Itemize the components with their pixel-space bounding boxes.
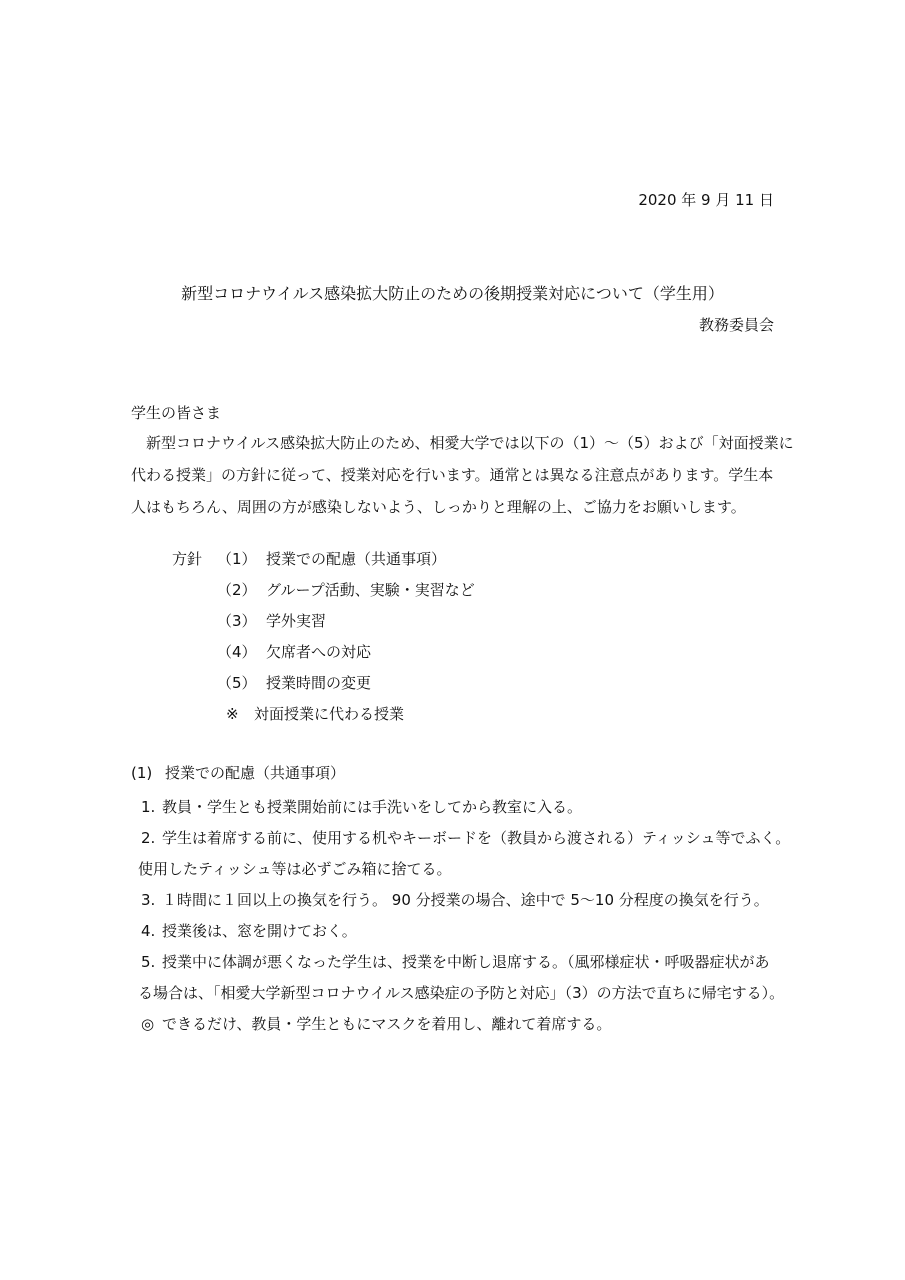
section-title [131, 762, 791, 792]
policy-item-label: グループ活動、実験・実習など [266, 581, 475, 599]
rule-number: 4. [141, 922, 156, 940]
rule-item [131, 823, 791, 885]
policy-item-label: 学外実習 [266, 612, 327, 630]
policy-item-number: （1） [217, 550, 257, 568]
intro-line: 人はもちろん、周囲の方が感染しないよう、しっかりと理解の上、ご協力をお願いします。 [131, 498, 746, 516]
rule-line: る場合は、「相愛大学新型コロナウイルス感染症の予防と対応」（3）の方法で直ちに帰宅する）。 [138, 984, 785, 1002]
policy-item-label: 欠席者への対応 [266, 643, 372, 661]
policy-item-number: （4） [217, 643, 257, 661]
policy-note [131, 703, 781, 734]
issuing-organization: 教務委員会 [698, 316, 774, 334]
salutation: 学生の皆さま [131, 404, 222, 422]
rule-item [131, 1009, 791, 1040]
intro-line: 新型コロナウイルス感染拡大防止のため、相愛大学では以下の（1）～（5）および「対面授業に [146, 434, 794, 452]
policy-item [131, 672, 781, 703]
policy-item-label: 授業時間の変更 [266, 674, 372, 692]
rule-text [138, 947, 791, 1009]
policy-list [131, 548, 781, 734]
rule-line: 授業中に体調が悪くなった学生は、授業を中断し退席する。（風邪様症状・呼吸器症状があ [162, 953, 770, 971]
rule-line: １時間に１回以上の換気を行う。 90 分授業の場合、途中で 5～10 分程度の換気を行う。 [162, 891, 769, 909]
rule-item [131, 947, 791, 1009]
policy-heading: 方針 [172, 550, 203, 568]
policy-item [131, 610, 781, 641]
rule-line: 授業後は、窓を開けておく。 [162, 922, 357, 940]
policy-item [131, 579, 781, 610]
rule-text [162, 792, 791, 823]
policy-note-label: 対面授業に代わる授業 [254, 705, 405, 723]
double-circle-icon: ◎ [141, 1015, 155, 1033]
section-classroom-considerations [131, 762, 791, 1040]
rule-line: 使用したティッシュ等は必ずごみ箱に捨てる。 [138, 860, 452, 878]
policy-item-label: 授業での配慮（共通事項） [266, 550, 447, 568]
policy-item [131, 548, 781, 579]
intro-paragraph [131, 427, 794, 523]
rule-number: 1. [141, 798, 156, 816]
policy-item-number: （2） [217, 581, 257, 599]
reference-mark-icon: ※ [226, 705, 239, 723]
rule-number: 3. [141, 891, 156, 909]
section-title-text: 授業での配慮（共通事項） [165, 764, 346, 782]
rule-number: 2. [141, 829, 156, 847]
rule-line: 学生は着席する前に、使用する机やキーボードを（教員から渡される）ティッシュ等でふく。 [162, 829, 791, 847]
rule-item [131, 885, 791, 916]
rule-text [162, 885, 791, 916]
policy-item-number: （5） [217, 674, 257, 692]
section-number: (1) [131, 764, 153, 782]
document-date: 2020 年 9 月 11 日 [638, 191, 774, 209]
rule-text [162, 1009, 791, 1040]
rule-line: 教員・学生とも授業開始前には手洗いをしてから教室に入る。 [162, 798, 583, 816]
rule-item [131, 916, 791, 947]
policy-item-number: （3） [217, 612, 257, 630]
rule-number: 5. [141, 953, 156, 971]
rule-text [138, 823, 791, 885]
policy-item [131, 641, 781, 672]
rule-item [131, 792, 791, 823]
document-title: 新型コロナウイルス感染拡大防止のための後期授業対応について（学生用） [181, 284, 724, 303]
intro-line: 代わる授業」の方針に従って、授業対応を行います。通常とは異なる注意点があります。学生本 [131, 466, 774, 484]
rule-text [162, 916, 791, 947]
rule-line: できるだけ、教員・学生ともにマスクを着用し、離れて着席する。 [162, 1015, 612, 1033]
